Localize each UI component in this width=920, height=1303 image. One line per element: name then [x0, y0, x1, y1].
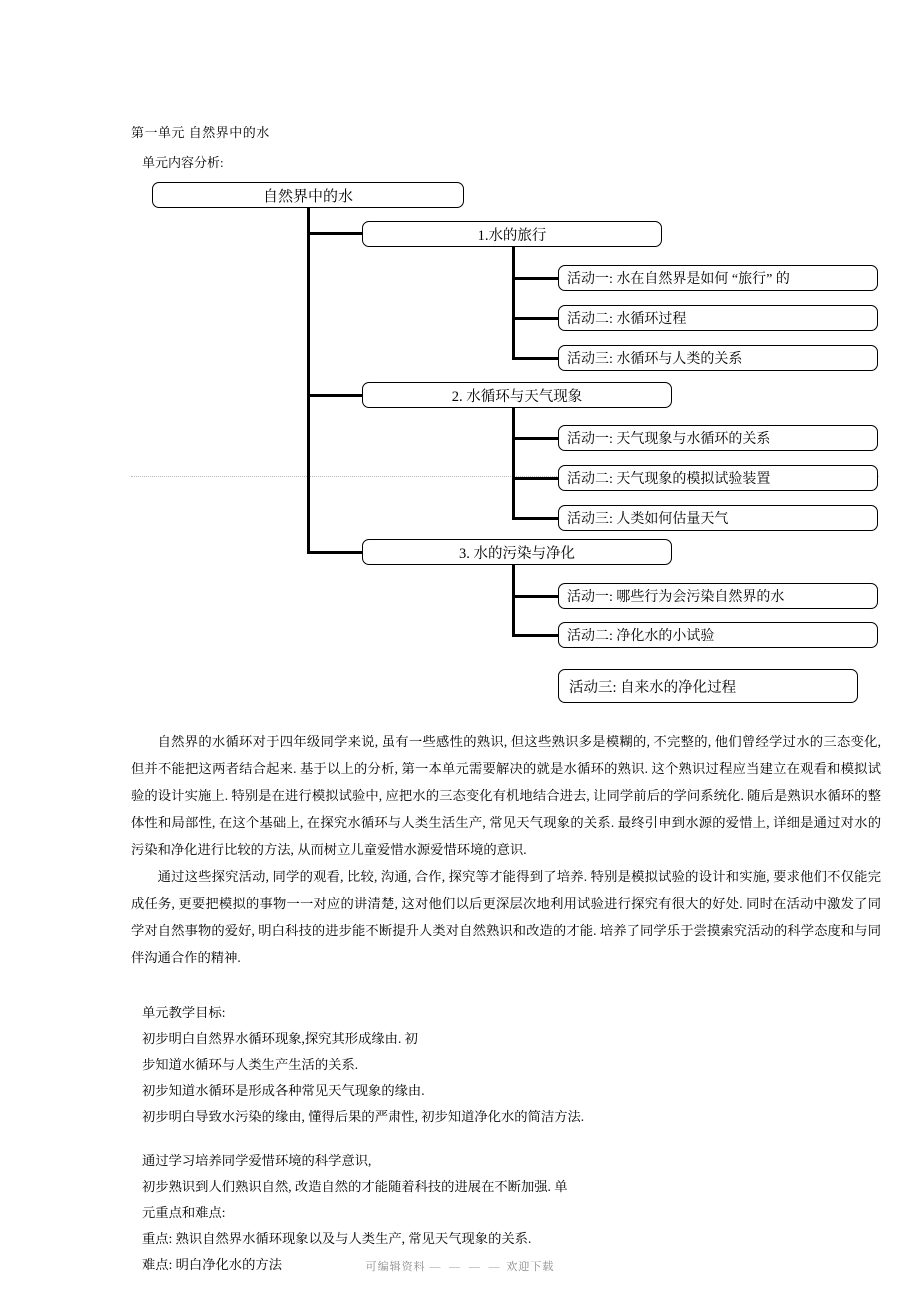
footer-left-text: 可编辑资料	[365, 1261, 426, 1273]
diagram-branch-3	[362, 539, 672, 565]
diagram-activity-3-2	[558, 622, 878, 648]
diagram-activity-2-2	[558, 465, 878, 491]
branch3-spine-line	[512, 565, 515, 635]
branch1-act3-connector	[512, 357, 558, 360]
root-spine-line	[307, 208, 310, 552]
goal-line-3: 初步知道水循环是形成各种常见天气现象的缘由.	[142, 1083, 425, 1098]
analysis-paragraph-1: 自然界的水循环对于四年级同学来说, 虽有一些感性的熟识, 但这些熟识多是模糊的, 不完整的, 他们曾经学过水的三态变化, 但并不能把这两者结合起来. 基于以上的分析, 第一本单元需要解决的就是水循环的熟识. 这个熟识过程应当建立在观看和模拟试验的设计实施上. 特别是在进行模拟试验中, 应把水的三态变化有机地结合进去, 让同学前后的学问系统化. 随后是熟识水循环的整体性和局部性, 在这个基础上, 在探究水循环与人类生活生产, 常见天气现象的关系. 最终引申到水源的爱惜上, 详细是通过对水的污染和净化进行比较的方法, 从而树立儿童爱惜水源爱惜环境的意识.	[131, 734, 881, 857]
analysis-body	[131, 728, 881, 971]
activity-2-1-label: 活动一: 天气现象与水循环的关系	[567, 432, 771, 447]
branch2-spine-line	[512, 408, 515, 518]
branch2-act3-connector	[512, 517, 558, 520]
teaching-goals-block	[142, 1000, 882, 1278]
branch-3-label: 3. 水的污染与净化	[459, 545, 575, 562]
diagram-activity-1-1	[558, 265, 878, 291]
branch1-connector	[307, 232, 362, 235]
goal2-line-1: 通过学习培养同学爱惜环境的科学意识,	[142, 1153, 372, 1168]
page-title: 第一单元 自然界中的水	[131, 125, 270, 140]
diagram-activity-3-1	[558, 583, 878, 609]
goals-spacer	[142, 1130, 882, 1148]
diagram-activity-1-2	[558, 305, 878, 331]
branch-1-label: 1.水的旅行	[477, 227, 547, 244]
activity-2-2-label: 活动二: 天气现象的模拟试验装置	[567, 472, 771, 487]
goal2-line-2: 初步熟识到人们熟识自然, 改造自然的才能随着科技的进展在不断加强. 单	[142, 1179, 568, 1194]
activity-3-1-label: 活动一: 哪些行为会污染自然界的水	[567, 590, 785, 605]
diagram-activity-3-3	[558, 669, 858, 703]
activity-1-1-label: 活动一: 水在自然界是如何 “旅行” 的	[567, 272, 790, 287]
diagram-root-node	[152, 182, 464, 208]
diagram-branch-2	[362, 382, 672, 408]
diagram-activity-1-3	[558, 345, 878, 371]
page-footer	[0, 1258, 920, 1274]
branch2-act2-connector	[512, 477, 558, 480]
activity-1-2-label: 活动二: 水循环过程	[567, 312, 687, 327]
diagram-root-label: 自然界中的水	[262, 188, 353, 205]
footer-download-link[interactable]: 欢迎下载	[506, 1261, 555, 1273]
branch1-act1-connector	[512, 277, 558, 280]
footer-dashes: — — — —	[429, 1261, 503, 1273]
branch2-connector	[307, 394, 362, 397]
goals-heading: 单元教学目标:	[142, 1005, 226, 1020]
branch3-connector	[307, 551, 362, 554]
branch-2-label: 2. 水循环与天气现象	[451, 388, 583, 405]
diagram-activity-2-3	[558, 505, 878, 531]
goal-line-1: 初步明白自然界水循环现象,探究其形成缘由. 初	[142, 1031, 418, 1046]
goal2-line-3: 元重点和难点:	[142, 1205, 226, 1220]
analysis-paragraph-2: 通过这些探究活动, 同学的观看, 比较, 沟通, 合作, 探究等才能得到了培养. 特别是模拟试验的设计和实施, 要求他们不仅能完成任务, 更要把模拟的事物一一对应的讲清楚, 这对他们以后更深层次地利用试验进行探究有很大的好处. 同时在活动中激发了同学对自然事物的爱好, 明白科技的进步能不断提升人类对自然熟识和改造的才能. 培养了同学乐于尝摸索究活动的科学态度和与同伴沟通合作的精神.	[131, 869, 881, 965]
activity-1-3-label: 活动三: 水循环与人类的关系	[567, 352, 743, 367]
goal2-line-5: 难点: 明白净化水的方法	[142, 1257, 282, 1272]
unit-structure-diagram	[0, 170, 920, 710]
activity-3-2-label: 活动二: 净化水的小试验	[567, 629, 715, 644]
goal2-line-4: 重点: 熟识自然界水循环现象以及与人类生产, 常见天气现象的关系.	[142, 1231, 532, 1246]
diagram-activity-2-1	[558, 425, 878, 451]
diagram-branch-1	[362, 221, 662, 247]
goal-line-4: 初步明白导致水污染的缘由, 懂得后果的严肃性, 初步知道净化水的简洁方法.	[142, 1109, 585, 1124]
goal-line-2: 步知道水循环与人类生产生活的关系.	[142, 1057, 359, 1072]
activity-3-3-label: 活动三: 自来水的净化过程	[569, 679, 737, 696]
branch3-act1-connector	[512, 595, 558, 598]
branch3-act2-connector	[512, 634, 558, 637]
section-subtitle: 单元内容分析:	[142, 155, 224, 170]
branch1-act2-connector	[512, 317, 558, 320]
activity-2-3-label: 活动三: 人类如何估量天气	[567, 512, 729, 527]
branch2-act1-connector	[512, 437, 558, 440]
branch1-spine-line	[512, 247, 515, 357]
